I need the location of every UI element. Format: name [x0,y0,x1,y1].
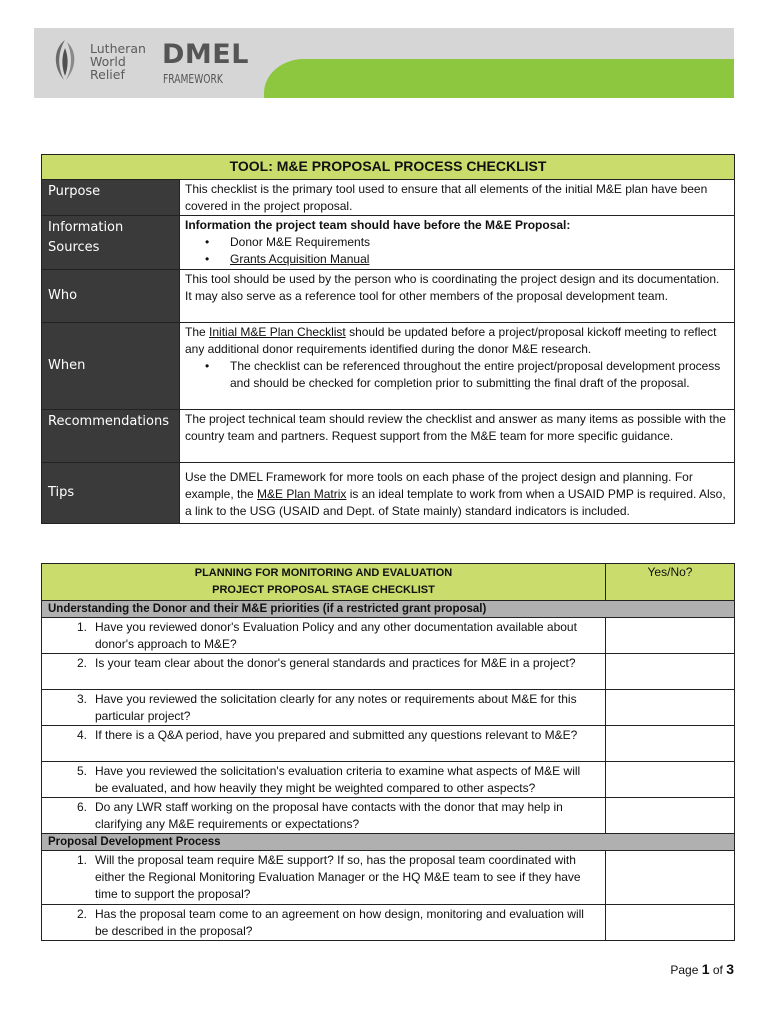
question-cell [42,654,606,690]
page-word: Page [670,963,702,977]
question-text: Is your team clear about the donor's general standards and practices for M&E in a project? [95,656,576,670]
section-title: Understanding the Donor and their M&E priorities (if a restricted grant proposal) [42,601,735,618]
checklist-heading-line: PLANNING FOR MONITORING AND EVALUATION [194,567,453,579]
brand-subtitle: FRAMEWORK [163,72,223,86]
yesno-answer-cell[interactable] [606,905,735,941]
question-cell [42,690,606,726]
yesno-answer-cell[interactable] [606,762,735,798]
section-row [42,834,735,851]
info-sources-heading: Information the project team should have before the M&E Proposal: [185,218,571,232]
info-sources-content [180,216,735,270]
table-row [42,690,735,726]
yesno-answer-cell[interactable] [606,618,735,654]
question-number: 4. [76,728,87,742]
info-source-link[interactable] [205,251,729,268]
initial-plan-checklist-link[interactable]: Initial M&E Plan Checklist [209,325,346,339]
question-text: Do any LWR staff working on the proposal have contacts with the donor that may help in clarifying any M&E requirements or expectations? [95,800,563,831]
question-text: Have you reviewed the solicitation's evaluation criteria to examine what aspects of M&E will be evaluated, and how heavily they might be weighted compared to other aspects? [95,764,581,795]
yesno-answer-cell[interactable] [606,690,735,726]
question-number: 1. [76,620,87,634]
info-sources-list [185,234,729,268]
when-bullet: • The checklist can be referenced throughout the entire project/proposal development process and should be checked for completion prior to submitting the final draft of the proposal. [205,358,729,392]
question-number: 3. [76,692,87,706]
recommendations-label: Recommendations [42,410,180,463]
question-text: Will the proposal team require M&E support? If so, has the proposal team coordinated with either the Regional Monitoring Evaluation Manager or the HQ M&E team to see if they have time to support the proposal? [95,853,581,901]
tips-content [180,463,735,524]
table-row [42,726,735,762]
table-row [42,851,735,905]
purpose-label: Purpose [42,180,180,216]
tips-text-pre: Use the DMEL Framework for more tools on each phase of the project design and planning. For example, the [185,470,693,501]
recommendations-text: The project technical team should review the checklist and answer as many items as possible with the country team and partners. Request support from the M&E team for more specific guidance. [180,410,735,463]
who-label: Who [42,270,180,323]
question-text: Has the proposal team come to an agreement on how design, monitoring and evaluation will be described in the proposal? [95,907,584,938]
info-sources-label: Information Sources [42,216,180,270]
info-source-item: • Donor M&E Requirements [205,234,729,251]
grants-manual-link[interactable]: Grants Acquisition Manual [230,252,370,266]
when-content [180,323,735,410]
question-number: 5. [76,764,87,778]
question-text: If there is a Q&A period, have you prepared and submitted any questions relevant to M&E? [95,728,578,742]
question-cell [42,618,606,654]
yesno-answer-cell[interactable] [606,654,735,690]
org-name-line: World [90,54,126,69]
plan-matrix-link[interactable]: M&E Plan Matrix [257,487,347,501]
org-name-line: Relief [90,67,125,82]
when-list [185,358,729,392]
question-number: 6. [76,800,87,814]
question-cell [42,726,606,762]
tips-text-post: is an ideal template to work from when a USAID PMP is required. Also, a link to the USG (USAID and Dept. of State mainly) standard indicators is included. [185,487,726,518]
yesno-answer-cell[interactable] [606,798,735,834]
section-row [42,601,735,618]
table-row [42,618,735,654]
yesno-header: Yes/No? [606,564,735,601]
question-number: 2. [76,656,87,670]
org-name [90,42,146,81]
lwr-logo-icon [48,36,82,84]
header-banner [34,28,734,98]
section-title: Proposal Development Process [42,834,735,851]
org-name-line: Lutheran [90,41,146,56]
checklist-heading-line: PROJECT PROPOSAL STAGE CHECKLIST [212,584,435,596]
checklist-table [41,563,735,941]
question-text: Have you reviewed donor's Evaluation Policy and any other documentation available about donor's approach to M&E? [95,620,577,651]
question-cell [42,905,606,941]
yesno-answer-cell[interactable] [606,726,735,762]
when-text-pre: The [185,325,210,339]
tool-title: TOOL: M&E PROPOSAL PROCESS CHECKLIST [42,155,735,180]
table-row [42,762,735,798]
question-cell [42,851,606,905]
table-row [42,798,735,834]
tips-label: Tips [42,463,180,524]
page-footer [670,961,734,977]
question-number: 1. [76,853,87,867]
who-text: This tool should be used by the person who is coordinating the project design and its documentation. It may also serve as a reference tool for other members of the proposal development team. [180,270,735,323]
question-number: 2. [76,907,87,921]
checklist-heading [42,564,606,601]
banner-accent-bar [264,59,734,98]
when-text-post: should be updated before a project/proposal kickoff meeting to reflect any additional donor requirements identified during the donor M&E research. [185,325,717,356]
when-label: When [42,323,180,410]
page-number: 1 [701,961,710,977]
question-cell [42,798,606,834]
table-row [42,654,735,690]
table-row [42,905,735,941]
yesno-answer-cell[interactable] [606,851,735,905]
tool-table [41,154,735,524]
brand-title: DMEL [162,39,249,70]
question-cell [42,762,606,798]
question-text: Have you reviewed the solicitation clearly for any notes or requirements about M&E for this particular project? [95,692,577,723]
page-total: 3 [726,961,734,977]
purpose-text: This checklist is the primary tool used to ensure that all elements of the initial M&E plan have been covered in the project proposal. [180,180,735,216]
of-word: of [709,963,727,977]
